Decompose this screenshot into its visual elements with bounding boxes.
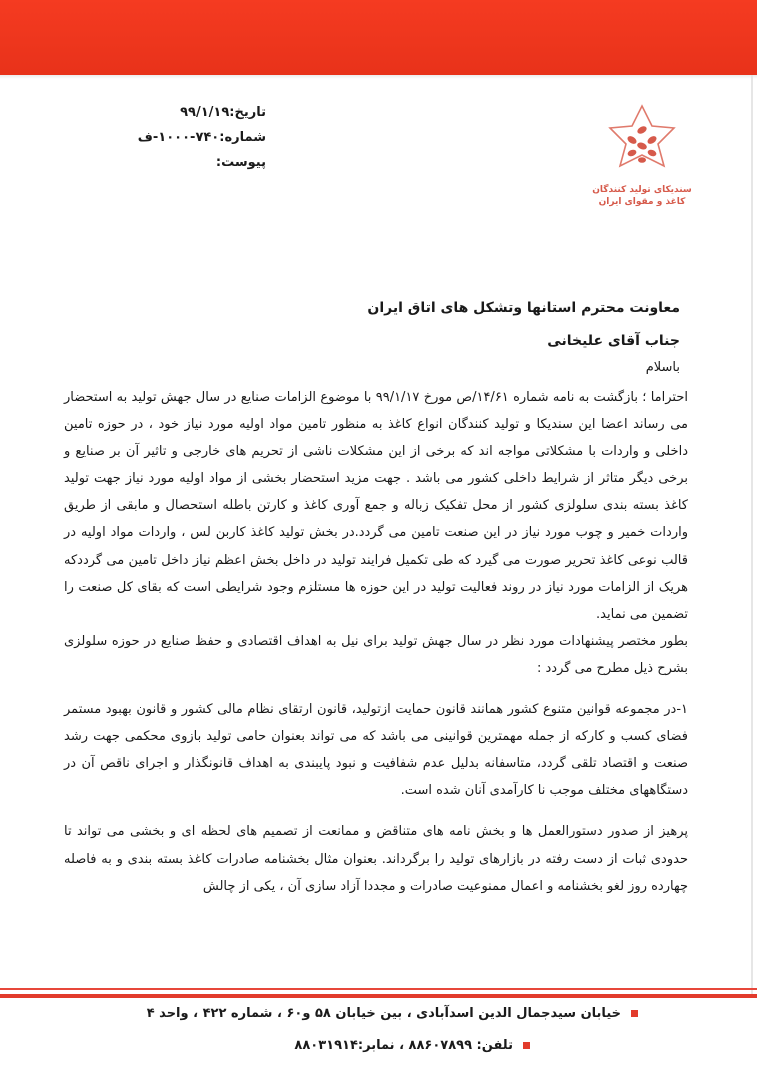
logo-text-line1: سندیکای تولید کنندگان [592,185,692,195]
footer-phone-line [120,1030,638,1062]
syndicate-logo-icon [596,100,688,184]
letter-meta [86,100,266,175]
footer-address-line [120,998,638,1030]
salutation: باسلام [645,360,680,375]
paragraph-item-1: ۱-در مجموعه قوانین متنوع کشور همانند قانون حمایت ازتولید، قانون ارتقای نظام مالی کشور و قانون بهبود مستمر فضای کسب و کارکه از جمله مهمترین قوانینی می باشد که می تواند بعنوان حامی تولید بازوی محکمی جهت رشد صنعت و اقتصاد تلقی گردد، متاسفانه بدلیل عدم شفافیت و نبود پایبندی به اهداف قانونگذار و اجرای ناقص آن در دستگاههای مختلف موجب نا کارآمدی آنان شده است. [64,702,688,799]
header-band [0,0,757,75]
paragraph-item-2: پرهیز از صدور دستورالعمل ها و بخش نامه های متناقض و ممانعت از تصمیم های لحظه ای و بخشی می تواند تا حدودی ثبات از دست رفته در بازارهای تولید را برگرداند. بعنوان مثال بخشنامه صادرات کاغذ بسته بندی و به فاصله چهارده روز لغو بخشنامه و اعمال ممنوعیت صادرات و مجددا آزاد سازی آن ، یکی از چالش [64,824,688,894]
logo-text-line2: کاغذ و مقوای ایران [598,197,686,207]
letter-number: شماره:۷۴۰-۱۰۰۰-ف [137,130,266,145]
addressee [300,292,680,358]
footer-phone: تلفن: ۸۸۶۰۷۸۹۹ ، نمابر:۸۸۰۳۱۹۱۴ [294,1038,513,1053]
letter-attachment: پیوست: [215,155,266,170]
square-bullet-icon [631,1010,638,1017]
letter-body [64,384,688,900]
page-edge [751,75,753,995]
footer-address: خیابان سیدجمال الدین اسدآبادی ، بین خیابان ۵۸ و۶۰ ، شماره ۴۲۲ ، واحد ۴ [146,1006,621,1021]
paragraph-intro: احتراما ؛ بازگشت به نامه شماره ۱۴/۶۱/ص مورخ ۹۹/۱/۱۷ با موضوع الزامات صنایع در سال جهش تولید به استحضار می رساند اعضا این سندیکا و تولید کنندگان انواع کاغذ به منظور تامین مواد اولیه مورد نیاز خود ، در حوزه تامین داخلی و واردات با مشکلاتی مواجه اند که برخی از این مشکلات ناشی از تحریم های خارجی و تاثیر آن بر صنایع و برخی دیگر متاثر از شرایط داخلی کشور می باشد . جهت مزید استحضار بخشی از مواد اولیه مورد نیاز جهت تولید کاغذ بسته بندی سلولزی کشور از محل تفکیک زباله و جمع آوری کاغذ و کارتن باطله استحصال و مابقی از طریق واردات خمیر و چوب مورد نیاز در این صنعت تامین می گردد.در بخش تولید کاغذ کاربن لس ، واردات مواد اولیه در قالب نوعی کاغذ تحریر صورت می گیرد که طی تکمیل فرایند تولید در داخل بخش اعظم نیاز داخل تامین می گرددکه هریک از الزامات مورد نیاز در روند فعالیت تولید در این حوزه ها مستلزم وجود شرایطی است که بقای کل صنعت را تضمین می نماید. [64,390,688,622]
letter-date: تاریخ:۹۹/۱/۱۹ [180,105,266,120]
square-bullet-icon [523,1042,530,1049]
letter-footer [120,998,638,1062]
footer-rule-thin [0,988,757,990]
paragraph-summary: بطور مختصر پیشنهادات مورد نظر در سال جهش تولید برای نیل به اهداف اقتصادی و حفظ صنایع در حوزه سلولزی بشرح ذیل مطرح می گردد : [64,633,688,676]
syndicate-logo [592,100,692,220]
addressee-name: جناب آقای علیخانی [547,333,680,349]
addressee-title: معاونت محترم استانها وتشکل های اتاق ایران [367,300,680,316]
